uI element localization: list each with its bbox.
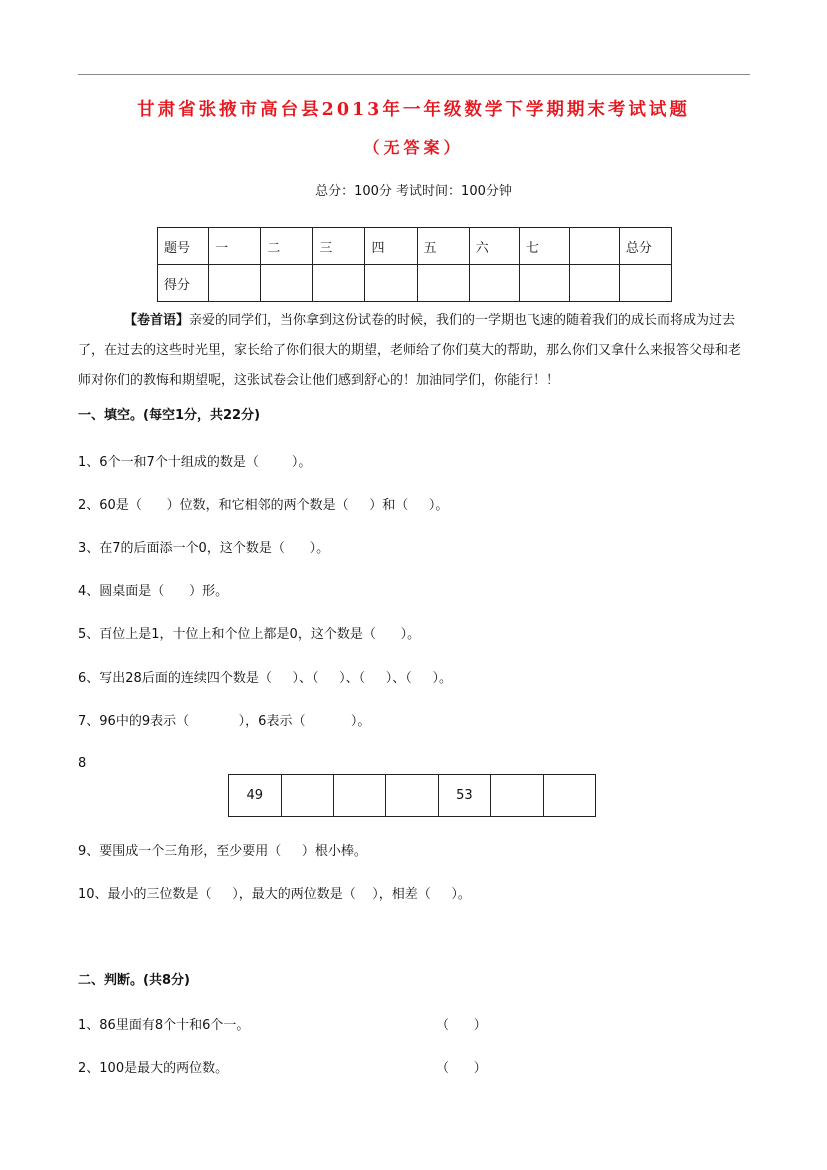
- preface-tag: 【卷首语】: [124, 313, 190, 328]
- table-cell: 得分: [158, 265, 209, 302]
- table-cell: 四: [365, 228, 417, 265]
- table-cell: [209, 265, 261, 302]
- number-cell: [281, 775, 333, 817]
- question-1-2: 2、60是（ ）位数，和它相邻的两个数是（ ）和（ ）。: [78, 498, 449, 513]
- score-table: [157, 227, 672, 302]
- table-cell: [365, 265, 417, 302]
- table-cell: 总分: [619, 228, 671, 265]
- table-cell: [519, 265, 569, 302]
- exam-meta: 总分：100分 考试时间：100分钟: [315, 184, 512, 199]
- table-cell: 题号: [158, 228, 209, 265]
- question-1-10: 10、最小的三位数是（ ），最大的两位数是（ ），相差（ ）。: [78, 887, 471, 902]
- section1-heading: 一、填空。(每空1分，共22分): [78, 408, 261, 423]
- table-cell: 六: [469, 228, 519, 265]
- table-cell: 二: [261, 228, 313, 265]
- number-cell: [333, 775, 385, 817]
- table-row: [229, 775, 596, 817]
- table-cell: [570, 228, 620, 265]
- number-cell: 49: [229, 775, 282, 817]
- table-row: [158, 228, 672, 265]
- number-cell: 53: [438, 775, 491, 817]
- question-2-2: 2、100是最大的两位数。: [78, 1061, 229, 1076]
- preface-text: 亲爱的同学们，当你拿到这份试卷的时候，我们的一学期也飞速的随着我们的成长而将成为过去了，在过去的这些时光里，家长给了你们很大的期望，老师给了你们莫大的帮助，那么你们又拿什么来报答父母和老师对你们的教悔和期望呢，这张试卷会让他们感到舒心的！加油同学们，你能行！！: [78, 313, 742, 388]
- page-subtitle: （无答案）: [363, 138, 464, 157]
- table-cell: 七: [519, 228, 569, 265]
- answer-paren: （ ）: [436, 1018, 487, 1033]
- table-cell: [619, 265, 671, 302]
- question-2-1: 1、86里面有8个十和6个一。: [78, 1018, 250, 1033]
- number-sequence-table: [228, 774, 596, 817]
- question-1-3: 3、在7的后面添一个0，这个数是（ ）。: [78, 541, 330, 556]
- table-cell: 三: [313, 228, 365, 265]
- table-cell: [570, 265, 620, 302]
- answer-paren: （ ）: [436, 1061, 487, 1076]
- table-cell: [313, 265, 365, 302]
- question-1-4: 4、圆桌面是（ ）形。: [78, 584, 229, 599]
- table-cell: [261, 265, 313, 302]
- question-1-6: 6、写出28后面的连续四个数是（ ）、（ ）、（ ）、（ ）。: [78, 671, 452, 686]
- number-cell: [543, 775, 595, 817]
- question-1-5: 5、百位上是1，十位上和个位上都是0，这个数是（ ）。: [78, 627, 421, 642]
- number-cell: [386, 775, 438, 817]
- table-row: [158, 265, 672, 302]
- question-1-7: 7、96中的9表示（ ），6表示（ ）。: [78, 714, 371, 729]
- page-title: 甘肃省张掖市高台县2013年一年级数学下学期期末考试试题: [137, 100, 690, 120]
- question-1-1: 1、6个一和7个十组成的数是（ ）。: [78, 455, 312, 470]
- top-rule: [78, 74, 750, 75]
- question-1-8: 8: [78, 756, 87, 771]
- section2-heading: 二、判断。(共8分): [78, 973, 190, 988]
- question-1-9: 9、要围成一个三角形，至少要用（ ）根小棒。: [78, 844, 367, 859]
- table-cell: 五: [417, 228, 469, 265]
- table-cell: [417, 265, 469, 302]
- table-cell: 一: [209, 228, 261, 265]
- number-cell: [491, 775, 543, 817]
- table-cell: [469, 265, 519, 302]
- preface-paragraph: [78, 306, 750, 396]
